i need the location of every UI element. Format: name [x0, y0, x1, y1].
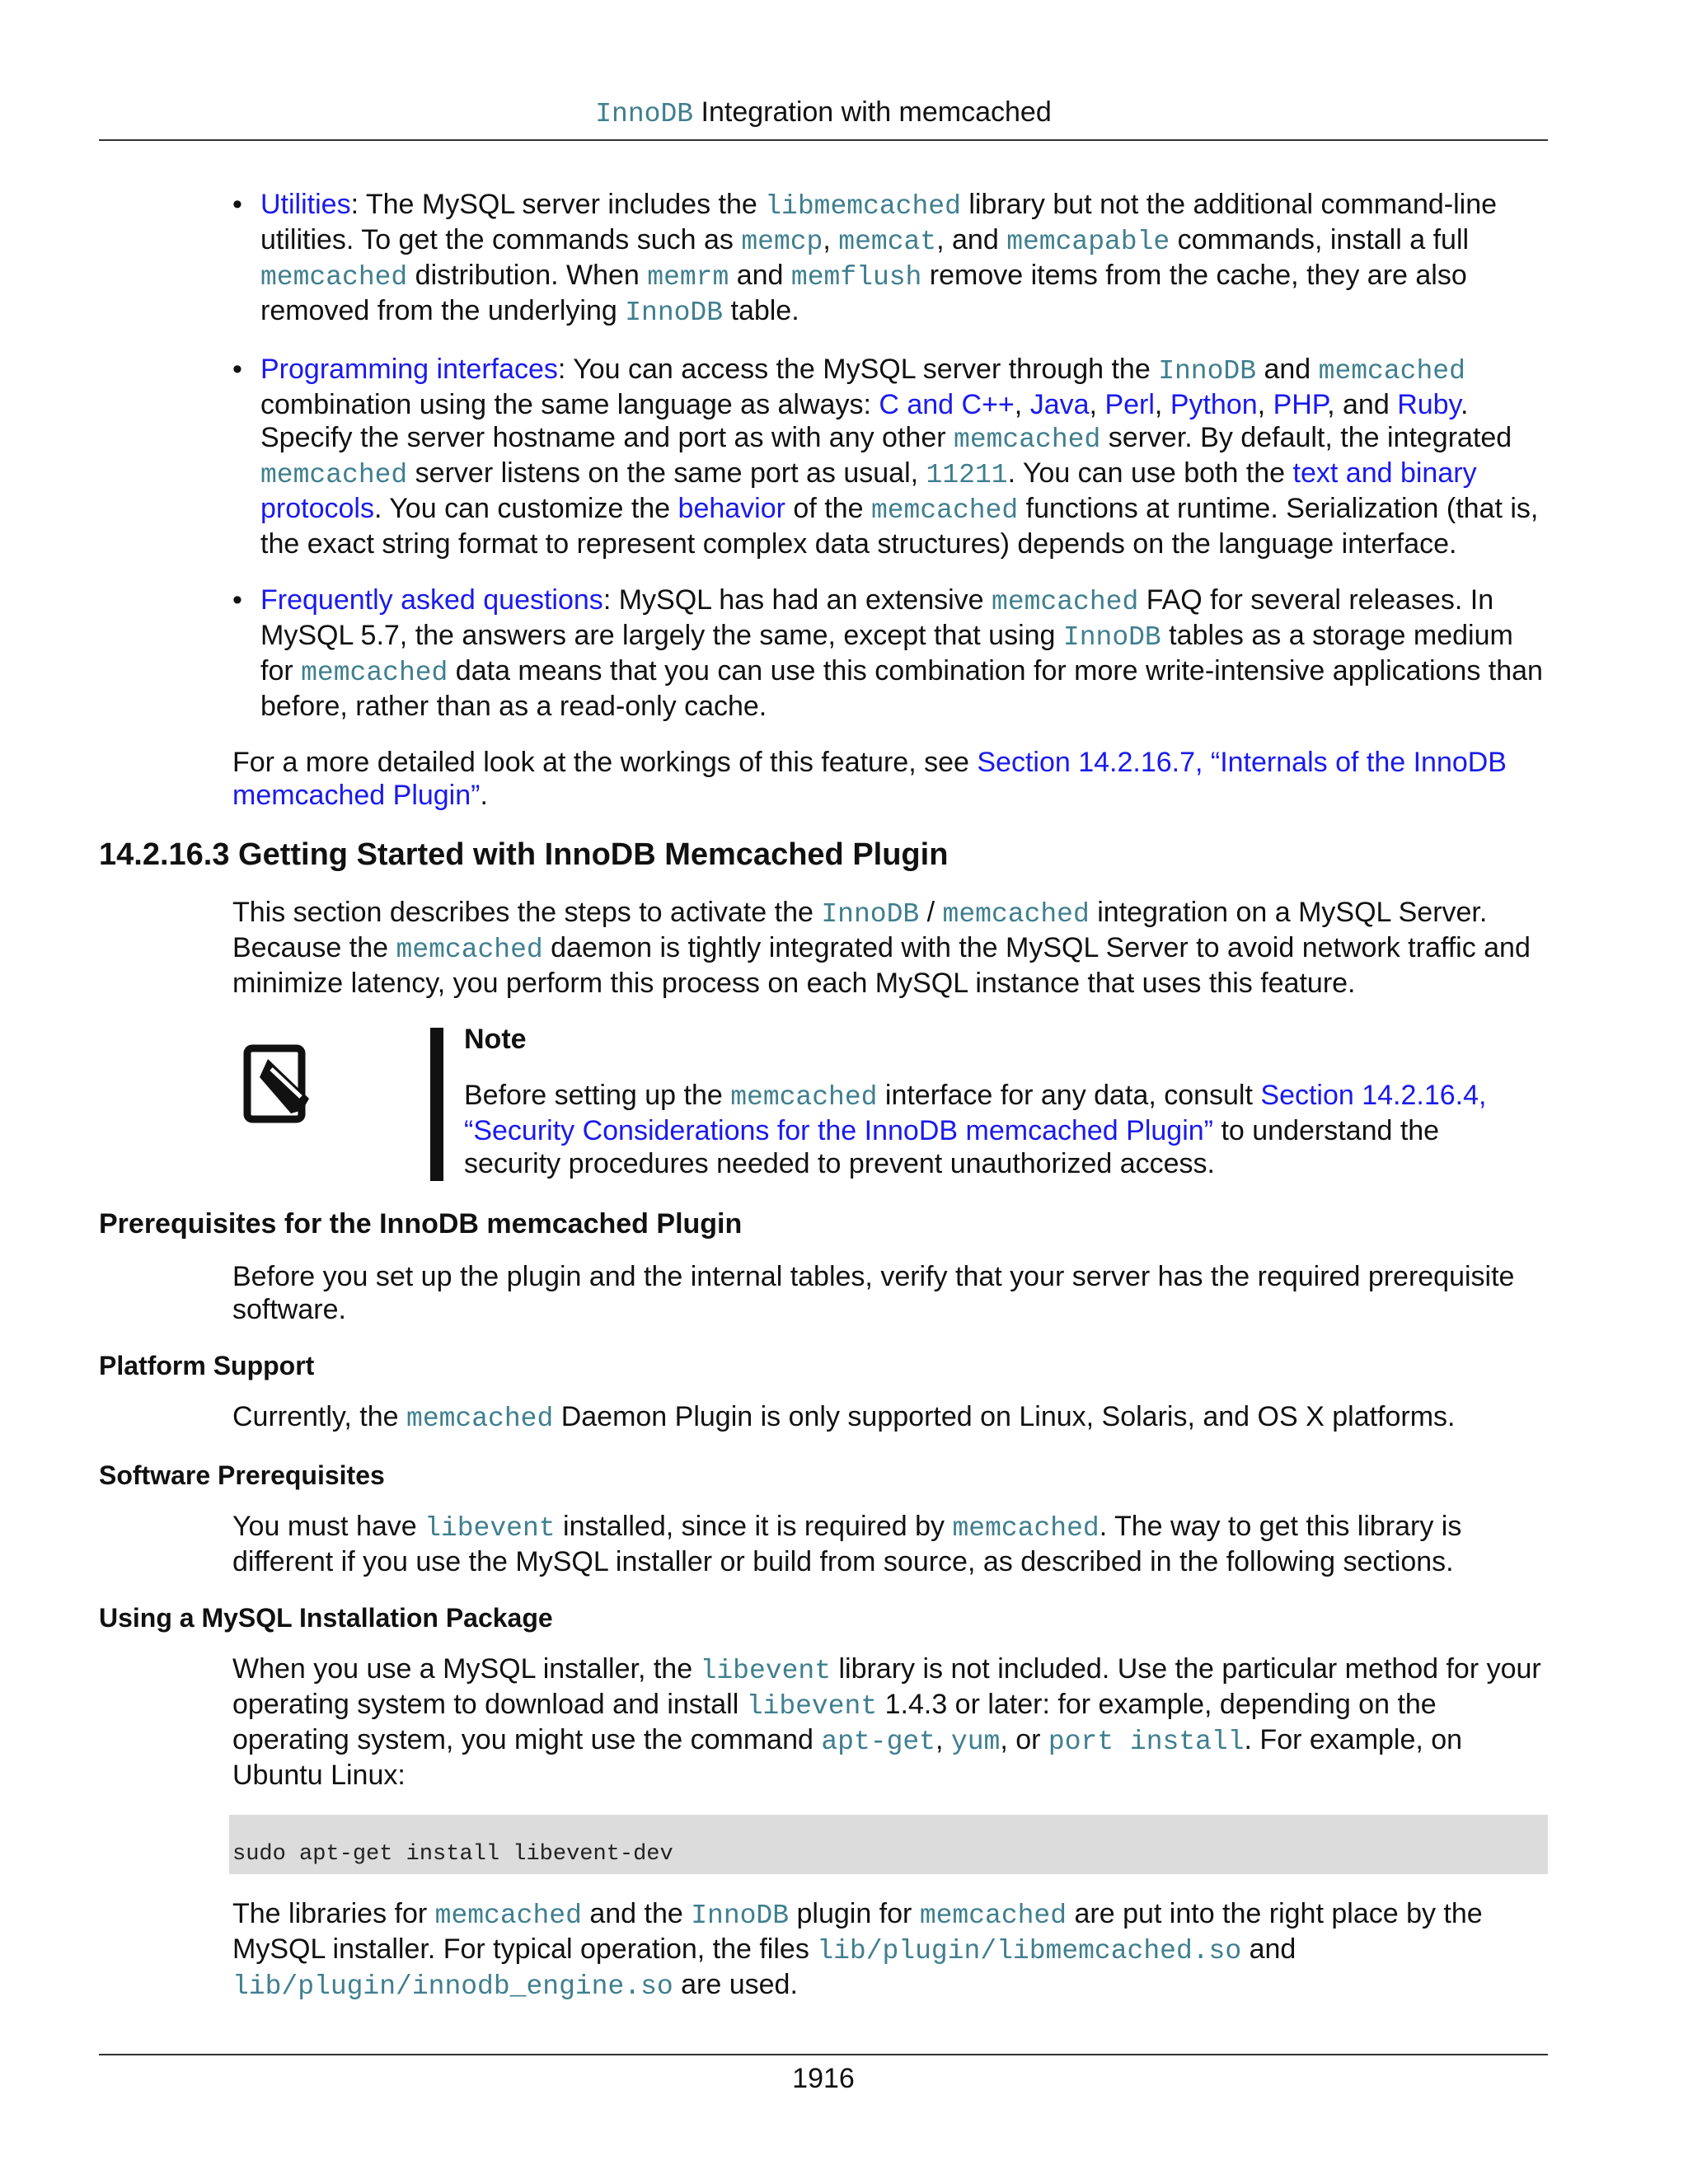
text: This section describes the steps to activate the: [232, 897, 822, 928]
text: ,: [1089, 389, 1105, 420]
text: library but not the additional command-line utilities. To get the commands such as: [260, 189, 1498, 255]
text: : The MySQL server includes the: [350, 189, 766, 220]
text: The libraries for: [232, 1898, 435, 1929]
list-item-programming: [232, 353, 1548, 560]
text: , and: [936, 224, 1007, 255]
text: and: [1256, 354, 1319, 385]
python-link[interactable]: Python: [1170, 389, 1258, 420]
text: ,: [1014, 389, 1030, 420]
code: memcached: [919, 1900, 1067, 1931]
text: . You can customize the: [373, 493, 678, 524]
code: InnoDB: [691, 1900, 790, 1931]
text: library is not included. Use the particular method for your operating system to download and install: [232, 1653, 1541, 1720]
note-text: [464, 1079, 1536, 1180]
text: combination using the same language as always:: [260, 389, 879, 420]
software-prerequisites-paragraph: [232, 1510, 1548, 1578]
section-intro-paragraph: [232, 896, 1548, 1000]
text: to understand the security procedures needed to prevent unauthorized access.: [464, 1115, 1440, 1179]
prerequisites-paragraph: Before you set up the plugin and the internal tables, verify that your server has the required prerequisite software.: [232, 1261, 1515, 1325]
text: interface for any data, consult: [877, 1080, 1261, 1111]
code: InnoDB: [625, 298, 724, 328]
text: . For example, on Ubuntu Linux:: [232, 1724, 1463, 1791]
text: commands, install a full: [1170, 224, 1470, 255]
text: , and: [1327, 389, 1398, 420]
text: Currently, the: [232, 1401, 407, 1432]
libraries-paragraph: [232, 1897, 1548, 2004]
detail-paragraph: [232, 746, 1548, 812]
java-link[interactable]: Java: [1029, 389, 1090, 420]
text: tables as a storage medium for: [260, 620, 1513, 687]
code: lib/plugin/innodb_engine.so: [232, 1971, 673, 2002]
prerequisites-heading: Prerequisites for the InnoDB memcached Plugin: [99, 1208, 743, 1240]
text: table.: [723, 295, 799, 326]
text: and: [729, 260, 791, 291]
code: memcached: [730, 1082, 878, 1113]
text: : You can access the MySQL server through the: [557, 354, 1159, 385]
code: memcached: [942, 899, 1090, 930]
note-title: Note: [464, 1024, 527, 1055]
text: ,: [935, 1724, 951, 1755]
code: memrm: [647, 262, 729, 293]
text: Before setting up the: [464, 1080, 731, 1111]
text: distribution. When: [407, 260, 648, 291]
text: data means that you can use this combination for more write-intensive applications than before, rather than as a read-only cache.: [260, 655, 1543, 722]
code: memcached: [992, 587, 1139, 617]
behavior-link[interactable]: behavior: [678, 493, 785, 524]
header-code: InnoDB: [595, 99, 694, 129]
code: InnoDB: [1062, 622, 1161, 653]
code: memcached: [1318, 356, 1465, 387]
text: : MySQL has had an extensive: [603, 584, 992, 616]
code: InnoDB: [821, 899, 920, 930]
page-footer: [99, 2054, 1548, 2098]
note-bar: [430, 1028, 443, 1181]
note-pencil-icon: [243, 1044, 316, 1123]
code: memcached: [260, 460, 408, 490]
text: ,: [1257, 389, 1273, 420]
text: . You can use both the: [1007, 457, 1293, 489]
code: memcached: [870, 495, 1019, 526]
text: functions at runtime. Serialization (that is, the exact string format to represent complex data structures) depends on the language interface.: [260, 493, 1539, 560]
security-section-link[interactable]: Section 14.2.16.4, “Security Considerations for the InnoDB memcached Plugin”: [464, 1080, 1487, 1146]
list-item-faq: [232, 583, 1548, 723]
protocols-link[interactable]: text and binary protocols: [260, 457, 1477, 524]
text: , or: [1000, 1724, 1048, 1755]
installation-package-heading: Using a MySQL Installation Package: [99, 1603, 553, 1633]
text: /: [919, 897, 943, 928]
code: memflush: [790, 262, 922, 293]
text: installed, since it is required by: [555, 1511, 953, 1542]
text: 1.4.3 or later: for example, depending on the operating system, you might use the command: [232, 1689, 1437, 1755]
text: ,: [823, 224, 839, 255]
code: memcached: [954, 424, 1101, 455]
section-heading: 14.2.16.3 Getting Started with InnoDB Memcached Plugin: [99, 837, 949, 872]
code: libevent: [746, 1691, 878, 1722]
software-prerequisites-heading: Software Prerequisites: [99, 1460, 385, 1490]
text: You must have: [232, 1511, 425, 1542]
note-body: [464, 1023, 1536, 1180]
code: libmemcached: [765, 191, 961, 222]
code: memcached: [301, 658, 448, 688]
feature-list: [99, 188, 1548, 723]
text: When you use a MySQL installer, the: [232, 1653, 701, 1685]
text: . The way to get this library is different if you use the MySQL installer or build from source, as described in the following sections.: [232, 1511, 1462, 1577]
page-header: [99, 92, 1548, 141]
internals-section-link[interactable]: Section 14.2.16.7, “Internals of the InnoDB memcached Plugin”: [232, 747, 1507, 811]
perl-link[interactable]: Perl: [1104, 389, 1155, 420]
code: InnoDB: [1158, 356, 1257, 387]
code-block: [229, 1815, 1548, 1874]
utilities-link[interactable]: Utilities: [260, 189, 351, 220]
text: . Specify the server hostname and port as with any other: [260, 389, 1469, 453]
code: memcached: [952, 1513, 1100, 1544]
text: and: [1241, 1933, 1296, 1965]
code: memcached: [260, 262, 408, 293]
text: of the: [785, 493, 871, 524]
ruby-link[interactable]: Ruby: [1397, 389, 1461, 420]
text: .: [480, 780, 488, 811]
text: remove items from the cache, they are also removed from the underlying: [260, 260, 1467, 326]
text: and the: [581, 1898, 692, 1929]
text: Daemon Plugin is only supported on Linux, Solaris, and OS X platforms.: [553, 1401, 1456, 1432]
platform-support-heading: Platform Support: [99, 1351, 315, 1380]
text: are used.: [673, 1969, 798, 2000]
text: server. By default, the integrated: [1100, 422, 1512, 453]
platform-support-paragraph: [232, 1400, 1548, 1436]
code: libevent: [424, 1513, 556, 1544]
note-box: [99, 1023, 1548, 1184]
text: plugin for: [789, 1898, 920, 1929]
code: lib/plugin/libmemcached.so: [817, 1936, 1242, 1966]
text: are put into the right place by the MySQL installer. For typical operation, the files: [232, 1898, 1483, 1965]
php-link[interactable]: PHP: [1273, 389, 1328, 420]
code: apt-get: [821, 1727, 935, 1757]
installation-paragraph: [232, 1652, 1548, 1792]
code: memcached: [434, 1900, 582, 1931]
code: memcat: [838, 227, 937, 257]
page-number: 1916: [792, 2063, 855, 2094]
text: server listens on the same port as usual,: [407, 457, 926, 489]
text: integration on a MySQL Server. Because the: [232, 897, 1488, 963]
code: 11211: [926, 460, 1008, 490]
header-text: Integration with memcached: [693, 96, 1052, 128]
faq-link[interactable]: Frequently asked questions: [260, 584, 603, 616]
code: libevent: [700, 1656, 832, 1686]
c-cpp-link[interactable]: C and C++: [879, 389, 1015, 420]
code: port install: [1048, 1727, 1245, 1757]
text: daemon is tightly integrated with the MySQL Server to avoid network traffic and minimize latency, you perform this process on each MySQL instance that uses this feature.: [232, 932, 1531, 999]
code: memcached: [396, 935, 543, 965]
programming-interfaces-link[interactable]: Programming interfaces: [260, 354, 558, 385]
code: memcapable: [1006, 227, 1170, 257]
page-content: [99, 188, 1548, 2027]
code-line: sudo apt-get install libevent-dev: [232, 1842, 673, 1867]
text: FAQ for several releases. In MySQL 5.7, the answers are largely the same, except that using: [260, 584, 1494, 651]
code: memcached: [406, 1404, 554, 1434]
text: For a more detailed look at the workings of this feature, see: [232, 747, 978, 778]
code: memcp: [741, 227, 823, 257]
code: yum: [950, 1727, 1001, 1757]
text: ,: [1154, 389, 1170, 420]
list-item-utilities: [232, 188, 1548, 330]
